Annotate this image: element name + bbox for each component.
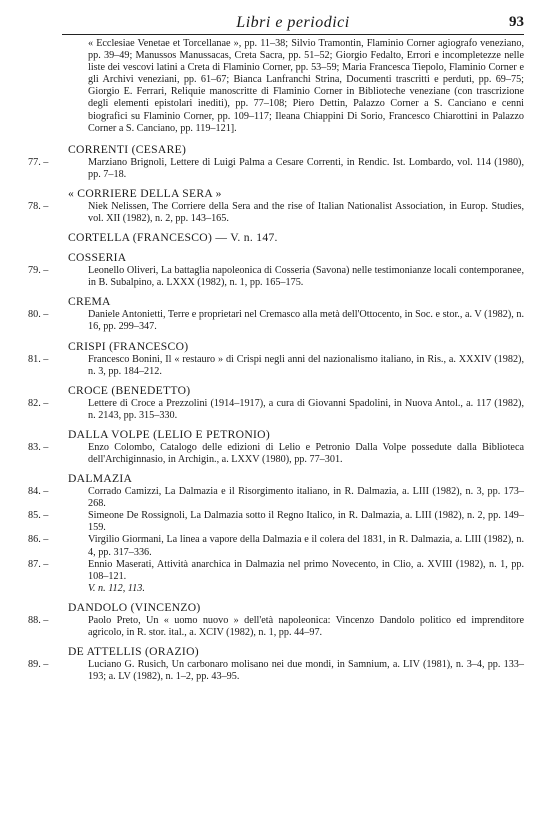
bibliography-entry	[28, 265, 524, 289]
entry-text: Simeone De Rossignoli, La Dalmazia sotto il Regno Italico, in R. Dalmazia, a. LIII (1982), n. 2, pp. 149–159.	[88, 510, 524, 534]
bibliography-entry	[28, 441, 524, 466]
entry-text: Daniele Antonietti, Terre e proprietari nel Cremasco alla metà dell'Ottocento, in Soc. e stor., a. V (1982), n. 16, pp. 299–347.	[88, 309, 524, 333]
page-body	[28, 38, 524, 683]
entry-text: Corrado Camizzi, La Dalmazia e il Risorgimento italiano, in R. Dalmazia, a. LIII (1982), n. 3, pp. 173–268.	[88, 486, 524, 510]
entry-number: 82. –	[28, 397, 49, 409]
bibliography-entry	[28, 309, 524, 333]
entry-number: 85. –	[28, 510, 49, 522]
section-heading: « CORRIERE DELLA SERA »	[68, 186, 222, 200]
entry-number: 89. –	[28, 659, 49, 671]
section-heading: DANDOLO (VINCENZO)	[68, 600, 201, 614]
bibliography-entry	[28, 156, 524, 181]
section-heading: CRISPI (FRANCESCO)	[68, 339, 189, 353]
entry-number: 83. –	[28, 441, 49, 453]
entry-text: Marziano Brignoli, Lettere di Luigi Palma a Cesare Correnti, in Rendic. Ist. Lombardo, vol. 114 (1980), pp. 7–18.	[88, 156, 524, 180]
entry-number: 78. –	[28, 200, 49, 212]
entry-number: 88. –	[28, 614, 49, 626]
section-heading: DALLA VOLPE (LELIO E PETRONIO)	[68, 427, 270, 441]
entry-number: 81. –	[28, 353, 49, 365]
entry-text: Luciano G. Rusich, Un carbonaro molisano nei due mondi, in Samnium, a. LIV (1981), n. 3–4, pp. 133–193; a. LV (1982), n. 1–2, pp. 43–95.	[88, 659, 524, 683]
entry-number: 77. –	[28, 156, 49, 168]
section-heading: DALMAZIA	[68, 472, 133, 486]
bibliography-entry	[28, 558, 524, 595]
entry-text: Paolo Preto, Un « uomo nuovo » dell'età napoleonica: Vincenzo Dandolo politico ed imprenditore agricolo, in R. stor. ital., a. XCIV (1982), n. 1, pp. 44–97.	[88, 614, 524, 638]
bibliography-entry	[28, 659, 524, 683]
entry-number: 80. –	[28, 309, 49, 321]
entry-number: 79. –	[28, 265, 49, 277]
page-number: 93	[509, 14, 524, 30]
entry-number: 86. –	[28, 534, 49, 546]
running-header	[62, 12, 524, 35]
section-heading: CROCE (BENEDETTO)	[68, 383, 191, 397]
entry-text: Niek Nelissen, The Corriere della Sera and the rise of Italian Nationalist Association, in Europ. Studies, vol. XII (1982), n. 2, pp. 143–165.	[88, 200, 524, 225]
bibliography-entry	[28, 534, 524, 558]
cross-reference: V. n. 112, 113.	[88, 582, 145, 594]
entry-text: Francesco Bonini, Il « restauro » di Crispi negli anni del nazionalismo italiano, in Ris., a. XXXIV (1982), n. 3, pp. 184–212.	[88, 353, 524, 377]
bibliography-entry	[28, 510, 524, 534]
bibliography-entry	[28, 614, 524, 639]
bibliography-entry	[28, 353, 524, 378]
continuation-paragraph: « Ecclesiae Venetae et Torcellanae », pp. 11–38; Silvio Tramontin, Flaminio Corner agiografo veneziano, pp. 39–49; Manussos Manussacas, Creta Sacra, pp. 51–52; Giorgio Fedalto, Errori e incompletezze nelle liste dei vescovi latini a Creta di Flaminio Corner, pp. 53–59; Maria Francesca Tiepolo, Flaminio Corner e gli Archivi veneziani, pp. 61–67; Bianca Lanfranchi Strina, Documenti trascritti e perduti, pp. 69–75; Giorgio E. Ferrari, Reliquie manoscritte di Flaminio Corner in Biblioteche veneziane (con trascrizione degli elementi epistolari inediti), pp. 77–108; Piero Dettin, Palazzo Corner a S. Canciano e cenni biografici su Flaminio Corner, pp. 109–117; Ileana Chiappini Di Sorio, Francesco Chiarottini in Palazzo Corner a S. Canciano, pp. 119–121].	[88, 38, 524, 134]
section-heading: CORTELLA (FRANCESCO) — V. n. 147.	[68, 231, 278, 245]
entry-text: Leonello Oliveri, La battaglia napoleonica di Cosseria (Savona) nelle testimonianze locali contemporanee, in B. Subalpino, a. LXXX (1982), n. 1, pp. 165–175.	[88, 265, 524, 289]
entry-text: Virgilio Giormani, La linea a vapore della Dalmazia e il colera del 1831, in R. Dalmazia, a. LIII (1982), n. 4, pp. 317–336.	[88, 534, 524, 558]
bibliography-entry	[28, 486, 524, 510]
entry-text: Enzo Colombo, Catalogo delle edizioni di Lelio e Petronio Dalla Volpe possedute dalla Biblioteca dell'Archiginnasio, in Archigin., a. LXXV (1980), pp. 77–301.	[88, 441, 524, 465]
section-heading: COSSERIA	[68, 251, 127, 265]
bibliography-entry	[28, 397, 524, 422]
entry-number: 84. –	[28, 486, 49, 498]
running-title: Libri e periodici	[236, 14, 350, 31]
entry-number: 87. –	[28, 558, 49, 570]
section-heading: CORRENTI (CESARE)	[68, 142, 187, 156]
bibliography-entry	[28, 200, 524, 225]
section-heading: CREMA	[68, 295, 111, 309]
section-heading: DE ATTELLIS (ORAZIO)	[68, 645, 199, 659]
entry-text: Lettere di Croce a Prezzolini (1914–1917), a cura di Giovanni Spadolini, in Nuova Antol., a. 117 (1982), n. 2143, pp. 315–330.	[88, 397, 524, 421]
entry-text: Ennio Maserati, Attività anarchica in Dalmazia nel primo Novecento, in Clio, a. XVIII (1982), n. 1, pp. 108–121.	[88, 558, 524, 582]
